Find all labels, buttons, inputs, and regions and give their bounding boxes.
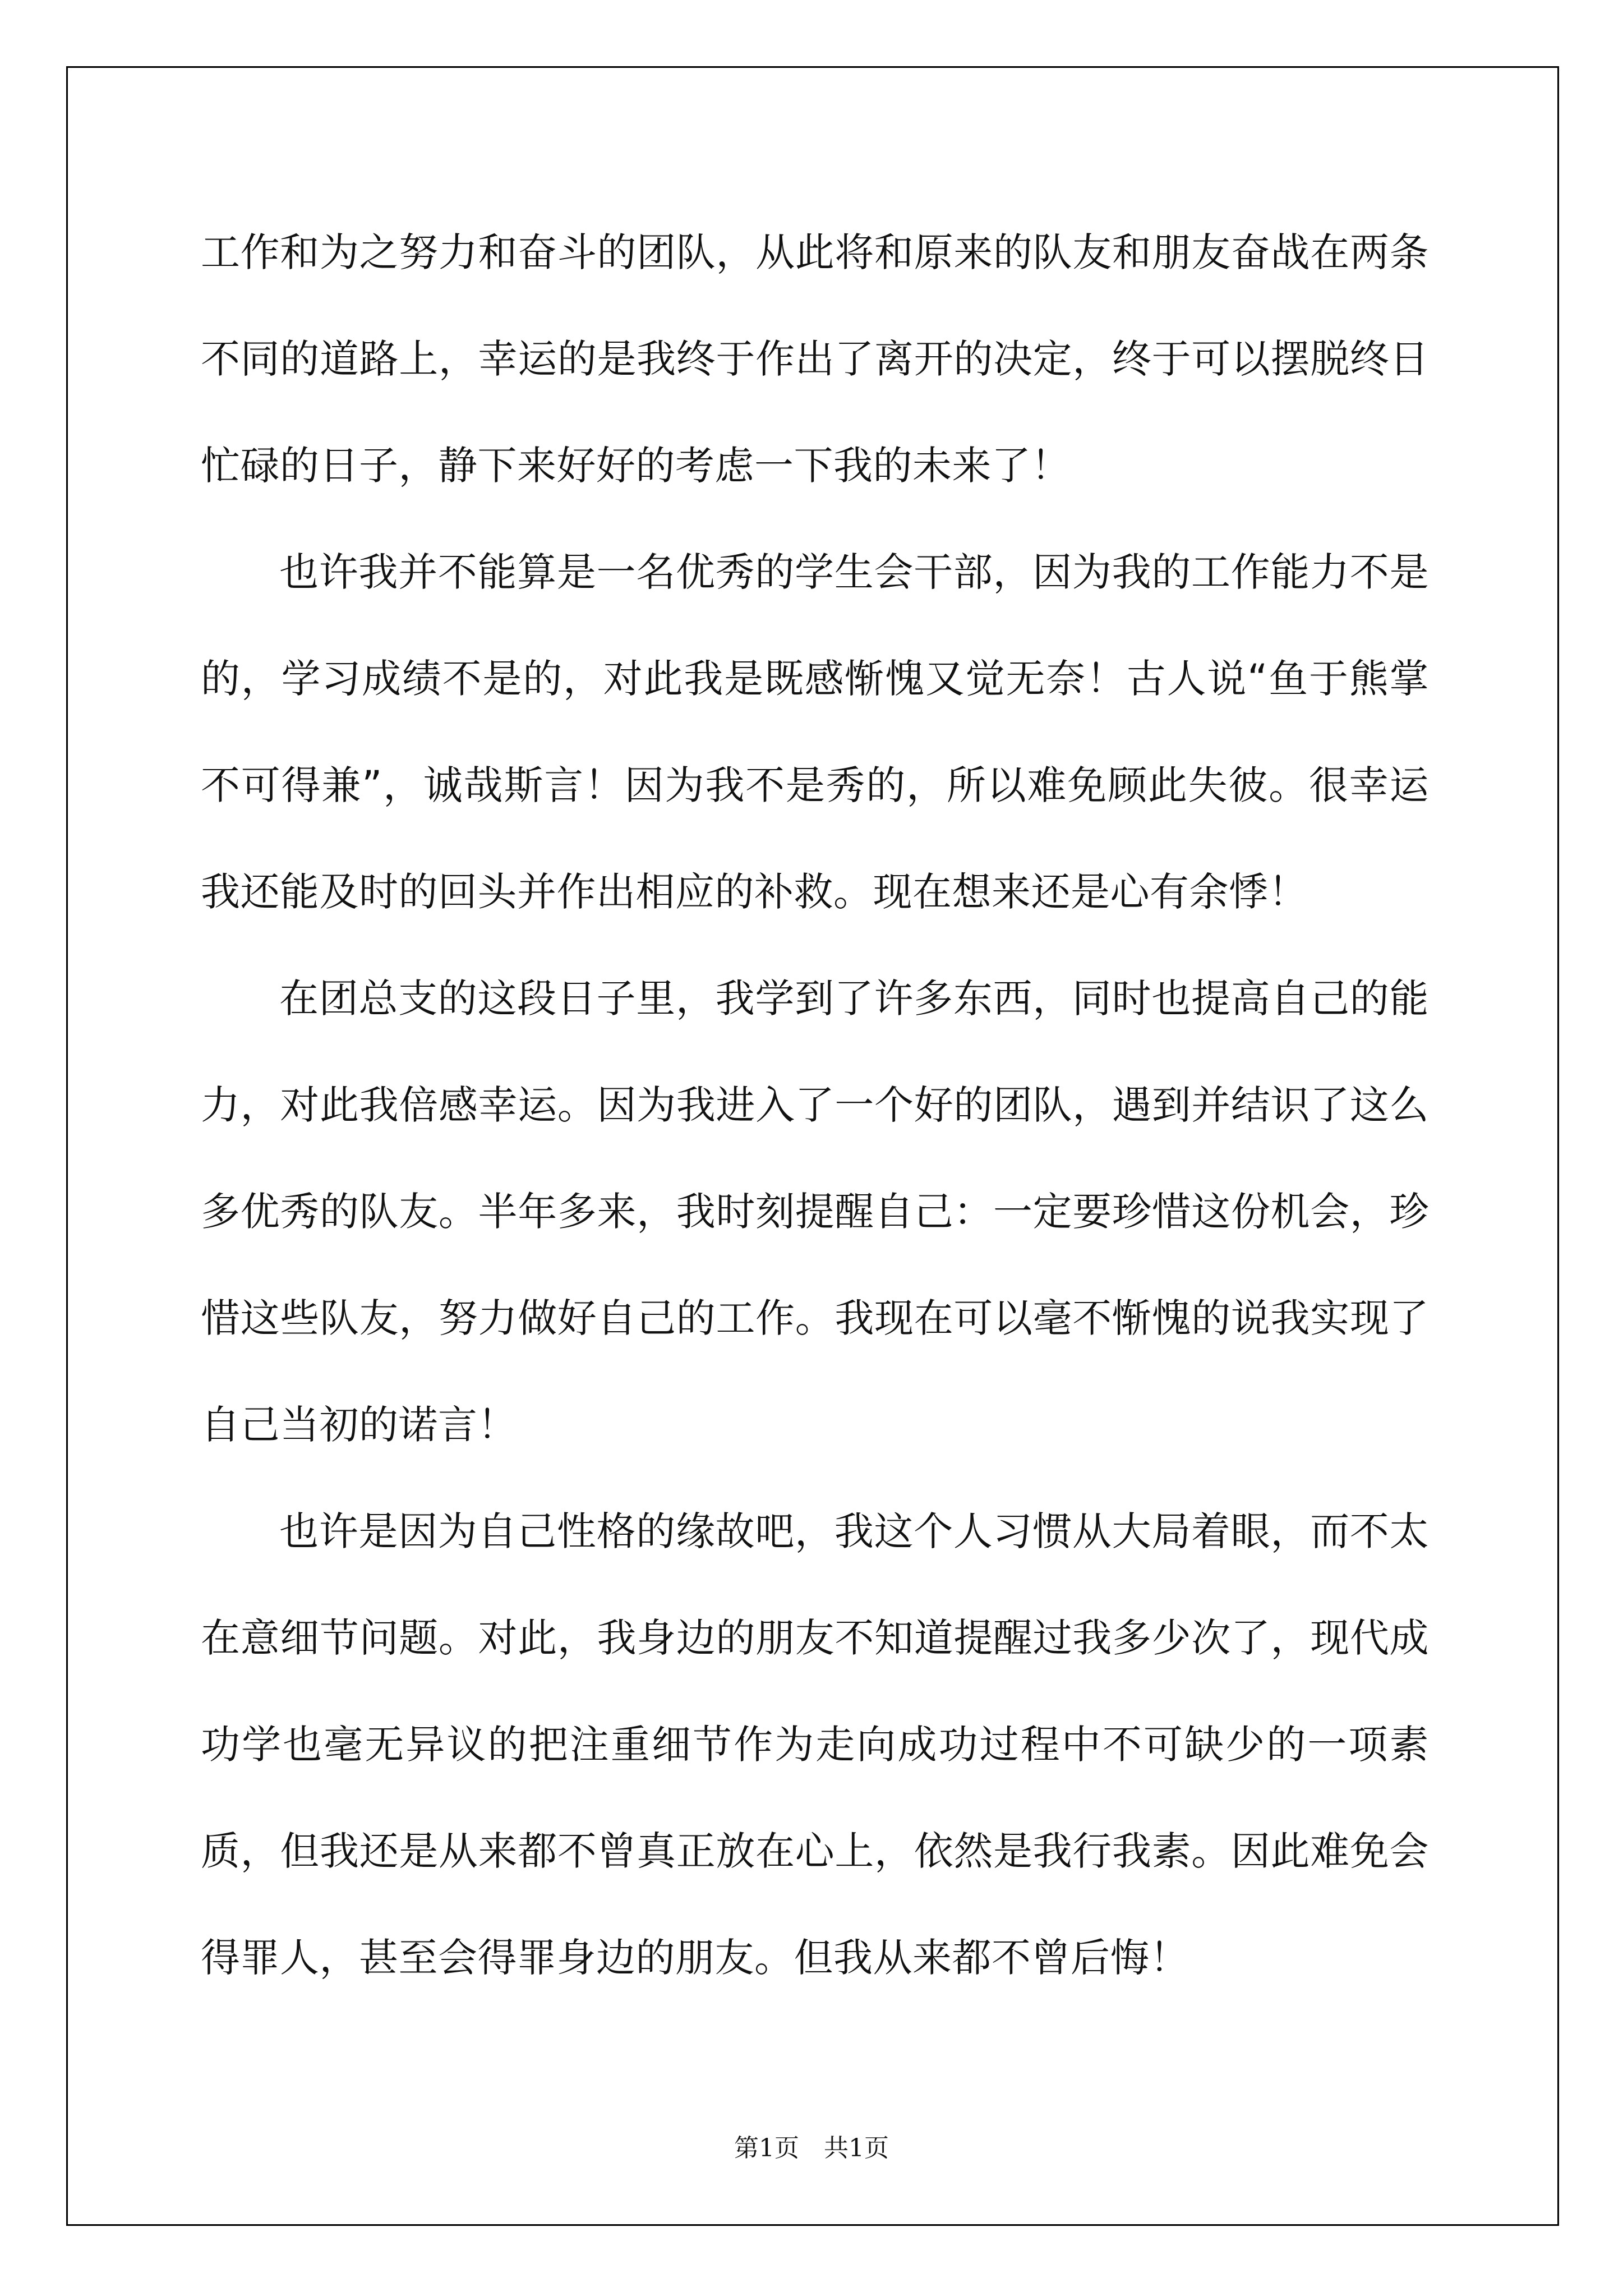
document-body (201, 199, 1429, 2011)
paragraph-1: 工作和为之努力和奋斗的团队，从此将和原来的队友和朋友奋战在两条不同的道路上，幸运的是我终于作出了离开的决定，终于可以摆脱终日忙碌的日子，静下来好好的考虑一下我的未来了！ (201, 229, 1429, 489)
paragraph-4: 也许是因为自己性格的缘故吧，我这个人习惯从大局着眼，而不太在意细节问题。对此，我身边的朋友不知道提醒过我多少次了，现代成功学也毫无异议的把注重细节作为走向成功过程中不可缺少的一项素质，但我还是从来都不曾真正放在心上，依然是我行我素。因此难免会得罪人，甚至会得罪身边的朋友。但我从来都不曾后悔！ (201, 1508, 1429, 1981)
paragraph-3: 在团总支的这段日子里，我学到了许多东西，同时也提高自己的能力，对此我倍感幸运。因为我进入了一个好的团队，遇到并结识了这么多优秀的队友。半年多来，我时刻提醒自己：一定要珍惜这份机会，珍惜这些队友，努力做好自己的工作。我现在可以毫不惭愧的说我实现了自己当初的诺言！ (201, 976, 1429, 1448)
paragraph-2: 也许我并不能算是一名优秀的学生会干部，因为我的工作能力不是的，学习成绩不是的，对此我是既感惭愧又觉无奈！古人说“鱼于熊掌不可得兼”，诚哉斯言！因为我不是秀的，所以难免顾此失彼。很幸运我还能及时的回头并作出相应的补救。现在想来还是心有余悸！ (201, 549, 1429, 915)
page-footer (0, 2132, 1623, 2165)
page-number-current: 第1页 (734, 2134, 799, 2162)
page-number-total: 共1页 (824, 2134, 889, 2162)
